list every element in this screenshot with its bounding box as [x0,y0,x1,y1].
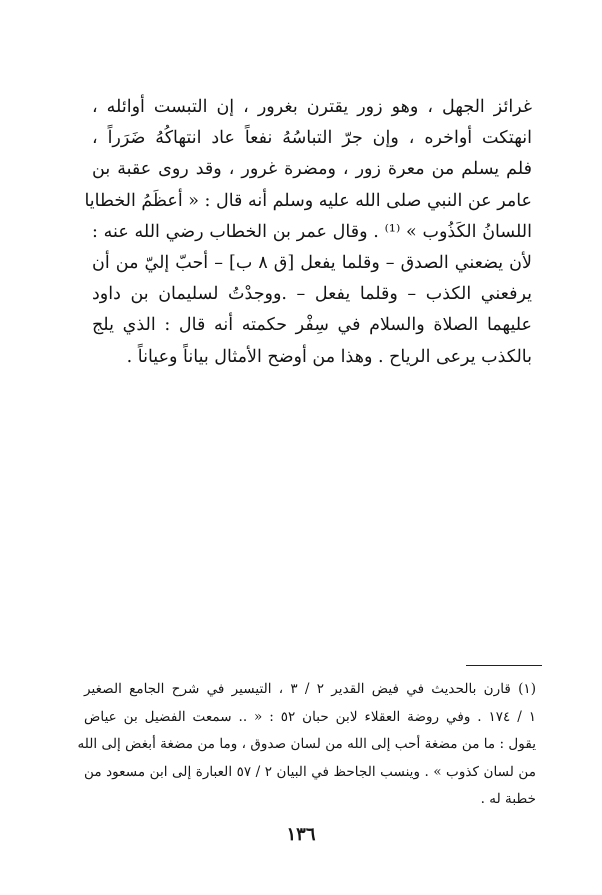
main-text [84,92,532,373]
footnote-line: ١ / ١٧٤ . وفي روضة العقلاء لابن حبان ٥٢ : « .. سمعت الفضيل بن عياض [84,708,536,725]
footnote-line: خطبة له . [480,791,536,807]
text-line: لأن يضعني الصدق – وقلما يفعل [ق ٨ ب] – أحبّ إليّ من أن [92,253,532,274]
footnote-separator [466,665,542,666]
footnote-line: يقول : ما من مضغة أحب إلى الله من لسان صدوق ، وما من مضغة أبغض إلى الله [77,736,536,752]
text-line: بالكذب يرعى الرياح . وهذا من أوضح الأمثال بياناً وعياناً . [126,346,532,367]
text-line: فلم يسلم من معرة زور ، ومضرة غرور ، وقد روى عقبة بن [92,159,532,180]
page-number: ١٣٦ [286,824,316,845]
text-line: غرائز الجهل ، وهو زور يقترن بغرور ، إن التبست أوائله ، [92,97,532,117]
footnote-line: من لسان كذوب » . وينسب الجاحظ في البيان ٢ / ٥٧ العبارة إلى ابن مسعود من [84,763,536,780]
text-line: عليهما الصلاة والسلام في سِفْر حكمته أنه قال : الذي يلج [92,315,532,336]
text-line: انهتكت أواخره ، وإن جرّ التباسُهُ نفعاً عاد انتهاكُهُ ضَرَراً ، [92,128,532,149]
text-line: عامر عن النبي صلى الله عليه وسلم أنه قال : « أعظَمُ الخطايا [84,190,532,211]
text-line: يرفعني الكذب – وقلما يفعل – .ووجدْتُ لسليمان بن داود [92,284,532,305]
text-line: اللسانُ الكَذُوب » ⁽¹⁾ . وقال عمر بن الخطاب رضي الله عنه : [92,221,532,242]
footnotes [77,676,536,814]
footnote-line: (١) قارن بالحديث في فيض القدير ٢ / ٣ ، التيسير في شرح الجامع الصغير [84,681,536,697]
